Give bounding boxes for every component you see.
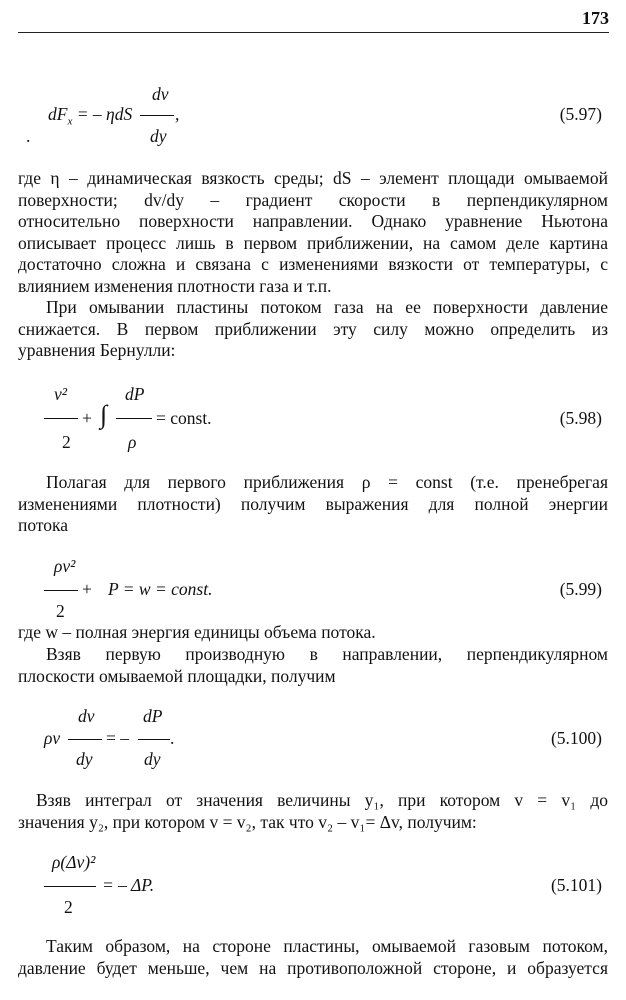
eq-5-99-fraction-bar [44, 590, 78, 591]
paragraph-3-line: потока [18, 515, 69, 536]
eq-5-101-denominator: 2 [64, 897, 73, 917]
eq-5-100-dot: . [170, 728, 175, 748]
paragraph-2-line: снижается. В первом приближении эту силу можно определить из [18, 318, 608, 339]
paragraph-6-line: Взяв интеграл от значения величины y₁, при котором v = v₁ до [36, 790, 608, 810]
eq-5-98-numerator-right: dP [125, 384, 145, 404]
eq-5-99-denominator: 2 [56, 601, 65, 621]
eq-5-100-denominator-right: dy [144, 749, 161, 769]
eq-5-100-equals-minus: = – [106, 728, 129, 748]
eq-5-99-plus: + [82, 579, 92, 599]
paragraph-3-line: изменениями плотности) получим выражения для полной энергии [18, 493, 608, 514]
eq-5-98-fraction-bar-left [44, 418, 78, 419]
eq-5-98-denominator-left: 2 [62, 432, 71, 452]
paragraph-1-line: поверхности; dv/dy – градиент скорости в перпендикулярном [18, 189, 608, 210]
eq-5-101-rest: = – ΔP. [102, 875, 155, 895]
eq-5-98-numerator-left: v² [54, 384, 68, 404]
paragraph-4 [18, 622, 608, 644]
paragraph-2-line: При омывании пластины потоком газа на ее поверхности давление [46, 297, 608, 317]
paragraph-3-line: Полагая для первого приближения ρ = const (т.е. пренебрегая [46, 472, 608, 492]
eq-5-98-fraction-bar-right [116, 418, 152, 419]
paragraph-7-line: Таким образом, на стороне пластины, омываемой газовым потоком, [46, 936, 608, 956]
paragraph-7-line: давление будет меньше, чем на противоположной стороне, и образуется [18, 957, 608, 978]
eq-5-97-fraction-bar [140, 115, 174, 116]
paragraph-6-line: значения y₂, при котором v = v₂, так что v₂ – v₁= Δv, получим: [18, 811, 477, 832]
eq-5-98-number: (5.98) [559, 408, 602, 428]
paragraph-1 [18, 168, 608, 298]
page-number: 173 [582, 8, 609, 28]
paragraph-2-line: уравнения Бернулли: [18, 340, 176, 361]
eq-5-101-number: (5.101) [550, 875, 602, 895]
eq-5-99-rest: P = w = const. [108, 579, 213, 599]
header-rule [18, 32, 609, 33]
paragraph-1-line: достаточно сложна и связана с изменениями вязкости от температуры, с [18, 254, 608, 275]
eq-5-100-number: (5.100) [550, 728, 602, 748]
eq-5-100-fraction-bar-right [138, 739, 170, 740]
eq-5-100-fraction-bar-left [68, 739, 102, 740]
eq-5-97-comma: , [175, 104, 180, 124]
paragraph-5 [18, 644, 608, 687]
eq-5-97-denominator: dy [150, 126, 167, 146]
paragraph-6 [18, 790, 608, 833]
eq-5-97-left: $dF_x$ = – ηdS [48, 104, 133, 128]
eq-5-97-number: (5.97) [559, 104, 602, 124]
eq-5-98-integral: ∫ [100, 400, 108, 429]
paragraph-1-line: описывает процесс лишь в первом приближении, на самом деле картина [18, 232, 608, 253]
eq-5-98-equals-const: = const. [156, 408, 212, 428]
eq-5-98-plus: + [82, 408, 92, 428]
eq-5-101-fraction-bar [44, 886, 96, 887]
eq-5-97-numerator: dv [152, 84, 169, 104]
paragraph-2 [18, 297, 608, 362]
eq-5-100-numerator-right: dP [143, 706, 163, 726]
paragraph-5-line: плоскости омываемой площадки, получим [18, 665, 336, 686]
paragraph-7 [18, 936, 608, 979]
eq-5-100-denominator-left: dy [76, 749, 93, 769]
eq-5-100-left: ρv [44, 728, 61, 748]
paragraph-1-line: относительно поверхности направлении. Однако уравнение Ньютона [18, 211, 608, 232]
eq-5-99-numerator: ρv² [54, 556, 76, 576]
paragraph-1-line: влиянием изменения плотности газа и т.п. [18, 275, 332, 296]
eq-5-99-number: (5.99) [559, 579, 602, 599]
paragraph-5-line: Взяв первую производную в направлении, перпендикулярном [46, 644, 608, 664]
paragraph-3 [18, 472, 608, 537]
paragraph-1-line: где η – динамическая вязкость среды; dS – элемент площади омываемой [18, 168, 608, 188]
eq-5-100-numerator-left: dv [78, 706, 95, 726]
eq-5-101-numerator: ρ(Δv)² [52, 852, 96, 872]
paragraph-4-line: где w – полная энергия единицы объема потока. [18, 622, 376, 642]
eq-5-98-denominator-right: ρ [128, 432, 137, 452]
eq-5-97-dot: . [26, 126, 31, 146]
